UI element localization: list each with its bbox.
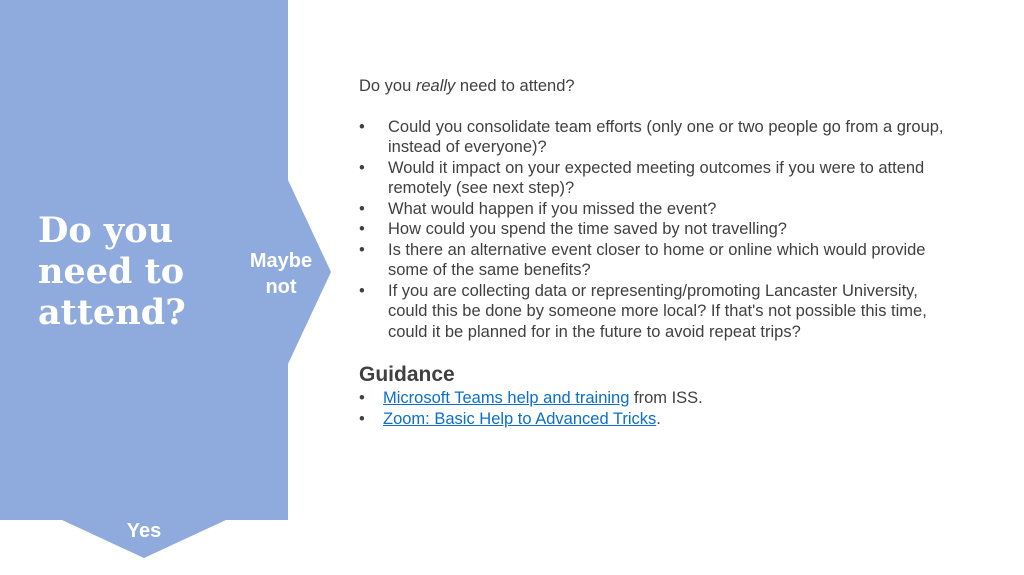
teams-help-link[interactable]: Microsoft Teams help and training [383,389,630,407]
intro-question [359,76,949,97]
yes-label: Yes [126,520,162,542]
heading-line: attend? [38,292,186,333]
list-item [359,117,949,158]
list-item-text: How could you spend the time saved by not travelling? [388,220,787,238]
intro-before: Do you [359,77,416,95]
list-item [359,240,949,281]
maybe-not-label [238,248,324,300]
heading-line: Do you [38,210,174,251]
list-item-text: Is there an alternative event closer to home or online which would provide some of the same benefits? [388,240,926,279]
intro-emphasis: really [415,77,456,95]
list-item-text: Could you consolidate team efforts (only one or two people go from a group, instead of everyone)? [388,117,944,156]
bullet: • [359,199,365,218]
list-item-text: If you are collecting data or representing/promoting Lancaster University, could this be done by someone more local? If that's not possible this time, could it be planned for in the future to avoid repeat trips? [388,281,927,341]
intro-after: need to attend? [455,77,575,95]
list-item [359,281,949,343]
bullet: • [359,409,365,428]
bullet: • [359,389,365,407]
question-list [359,117,949,343]
list-item-text: Would it impact on your expected meeting outcomes if you were to attend remotely (see next step)? [388,158,925,197]
bullet: • [359,158,365,177]
list-item [359,199,949,220]
guidance-suffix: from ISS. [629,389,703,407]
panel-heading [38,210,238,333]
guidance-item [359,388,949,409]
content-area [359,76,949,429]
list-item-text: What would happen if you missed the event? [388,199,717,218]
guidance-list [359,388,949,429]
not-line: not [265,276,297,298]
list-item [359,219,949,240]
bullet: • [359,281,365,300]
guidance-title: Guidance [359,363,455,386]
bullet: • [359,220,365,238]
heading-line: need to [38,251,185,292]
guidance-suffix: . [656,409,661,428]
bullet: • [359,117,365,136]
guidance-item [359,409,949,430]
zoom-help-link[interactable]: Zoom: Basic Help to Advanced Tricks [383,409,657,428]
list-item [359,158,949,199]
maybe-line: Maybe [249,250,313,272]
bullet: • [359,240,365,259]
